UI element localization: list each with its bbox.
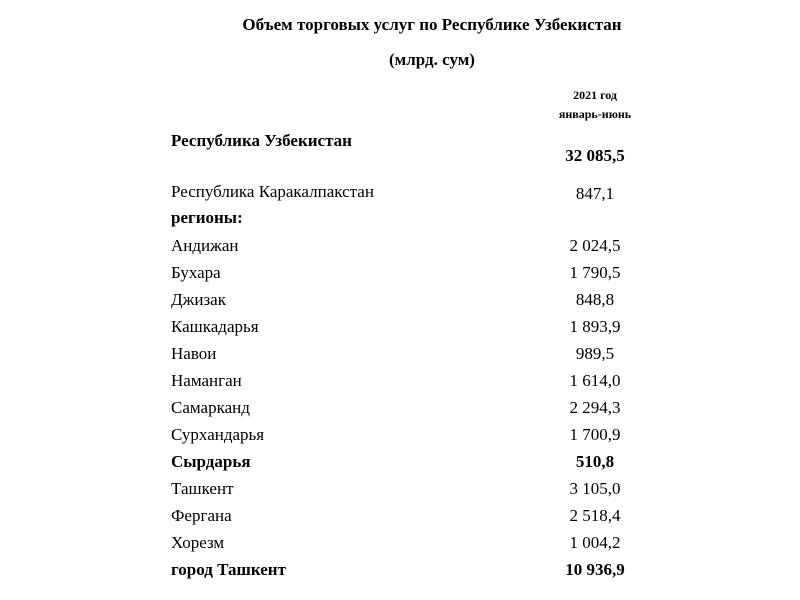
row-name: Сырдарья xyxy=(171,452,251,471)
row-name: Кашкадарья xyxy=(171,317,259,336)
row-name: Ташкент xyxy=(171,479,234,498)
row-value: 1 790,5 xyxy=(569,263,621,282)
row-name: Сурхандарья xyxy=(171,425,265,444)
row-name: Хорезм xyxy=(171,533,225,552)
table-row xyxy=(0,398,800,420)
table-row xyxy=(0,560,800,582)
row-name: регионы: xyxy=(171,208,243,227)
table-row xyxy=(0,263,800,285)
table-row xyxy=(0,479,800,501)
table-row xyxy=(0,182,800,204)
row-value: 1 004,2 xyxy=(569,533,621,552)
row-value: 10 936,9 xyxy=(565,560,625,579)
table-row xyxy=(0,452,800,474)
row-name: Республика Каракалпакстан xyxy=(171,182,374,201)
table-row xyxy=(0,506,800,528)
row-value: 847,1 xyxy=(575,184,615,203)
row-value: 1 893,9 xyxy=(569,317,621,336)
row-value: 1 700,9 xyxy=(569,425,621,444)
column-header-period: январь-июнь xyxy=(558,107,632,121)
table-row xyxy=(0,533,800,555)
row-name: город Ташкент xyxy=(171,560,286,579)
table-row xyxy=(0,371,800,393)
column-header-year: 2021 год xyxy=(573,88,617,102)
row-value: 2 518,4 xyxy=(569,506,621,525)
row-value: 2 024,5 xyxy=(569,236,621,255)
row-name: Фергана xyxy=(171,506,232,525)
row-name: Навои xyxy=(171,344,217,363)
row-value: 32 085,5 xyxy=(565,146,625,165)
document-title: Объем торговых услуг по Республике Узбекистан xyxy=(242,15,622,34)
row-value: 989,5 xyxy=(575,344,615,363)
row-name: Андижан xyxy=(171,236,239,255)
row-value: 848,8 xyxy=(575,290,615,309)
row-name: Бухара xyxy=(171,263,221,282)
row-value: 2 294,3 xyxy=(569,398,621,417)
table-row xyxy=(0,290,800,312)
table-row xyxy=(0,344,800,366)
row-name: Наманган xyxy=(171,371,242,390)
table-row xyxy=(0,317,800,339)
row-value: 3 105,0 xyxy=(569,479,621,498)
table-row xyxy=(0,236,800,258)
table-row xyxy=(0,208,800,230)
table-row xyxy=(0,131,800,165)
row-name: Республика Узбекистан xyxy=(171,131,352,150)
row-name: Джизак xyxy=(171,290,226,309)
row-value: 510,8 xyxy=(575,452,615,471)
unit-subtitle: (млрд. сум) xyxy=(389,50,475,69)
table-row xyxy=(0,425,800,447)
row-name: Самарканд xyxy=(171,398,250,417)
row-value: 1 614,0 xyxy=(569,371,621,390)
